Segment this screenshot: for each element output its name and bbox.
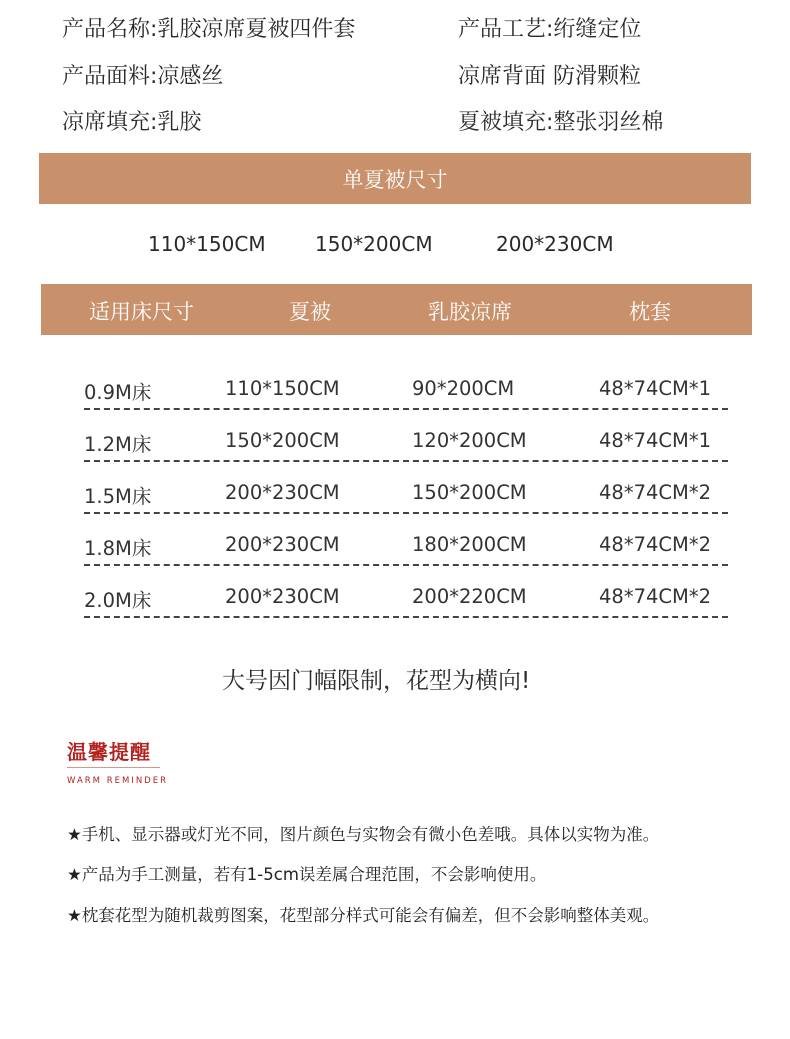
cell-quilt: 200*230CM bbox=[225, 481, 340, 504]
size-table-header bbox=[41, 284, 752, 335]
single-quilt-size-3: 200*230CM bbox=[496, 232, 614, 256]
spec-mat-fill: 凉席填充:乳胶 bbox=[62, 110, 202, 135]
cell-bed-size: 0.9M床 bbox=[84, 381, 152, 404]
cell-pillowcase: 48*74CM*2 bbox=[599, 481, 711, 504]
cell-quilt: 200*230CM bbox=[225, 585, 340, 608]
cell-pillowcase: 48*74CM*2 bbox=[599, 533, 711, 556]
cell-bed-size: 1.5M床 bbox=[84, 485, 152, 508]
table-row bbox=[84, 421, 728, 473]
table-row bbox=[84, 473, 728, 525]
single-quilt-size-banner bbox=[39, 153, 751, 204]
spec-quilt-fill: 夏被填充:整张羽丝棉 bbox=[458, 110, 664, 135]
dashed-divider bbox=[84, 408, 728, 410]
single-quilt-size-2: 150*200CM bbox=[315, 232, 433, 256]
cell-latex-mat: 90*200CM bbox=[412, 377, 515, 400]
single-quilt-size-1: 110*150CM bbox=[148, 232, 266, 256]
spec-fabric: 产品面料:凉感丝 bbox=[62, 64, 224, 89]
dashed-divider bbox=[84, 616, 728, 618]
table-row bbox=[84, 525, 728, 577]
pattern-direction-note: 大号因门幅限制，花型为横向! bbox=[222, 668, 531, 694]
header-quilt: 夏被 bbox=[289, 300, 331, 324]
dashed-divider bbox=[84, 512, 728, 514]
cell-bed-size: 1.8M床 bbox=[84, 537, 152, 560]
reminder-tip: ★产品为手工测量，若有1-5cm误差属合理范围，不会影响使用。 bbox=[67, 865, 547, 884]
table-row bbox=[84, 369, 728, 421]
spec-mat-back: 凉席背面 防滑颗粒 bbox=[458, 64, 641, 89]
cell-latex-mat: 150*200CM bbox=[412, 481, 527, 504]
cell-bed-size: 1.2M床 bbox=[84, 433, 152, 456]
reminder-subtitle: WARM REMINDER bbox=[67, 776, 168, 786]
cell-latex-mat: 120*200CM bbox=[412, 429, 527, 452]
header-pillowcase: 枕套 bbox=[629, 300, 671, 324]
cell-latex-mat: 180*200CM bbox=[412, 533, 527, 556]
cell-pillowcase: 48*74CM*2 bbox=[599, 585, 711, 608]
reminder-underline bbox=[67, 767, 160, 768]
cell-quilt: 200*230CM bbox=[225, 533, 340, 556]
spec-product-name: 产品名称:乳胶凉席夏被四件套 bbox=[62, 17, 356, 42]
cell-quilt: 150*200CM bbox=[225, 429, 340, 452]
spec-craft: 产品工艺:绗缝定位 bbox=[458, 17, 642, 42]
reminder-tip: ★手机、显示器或灯光不同，图片颜色与实物会有微小色差哦。具体以实物为准。 bbox=[67, 825, 660, 844]
header-latex-mat: 乳胶凉席 bbox=[428, 300, 512, 324]
cell-bed-size: 2.0M床 bbox=[84, 589, 152, 612]
reminder-tip: ★枕套花型为随机裁剪图案，花型部分样式可能会有偏差，但不会影响整体美观。 bbox=[67, 906, 660, 925]
dashed-divider bbox=[84, 564, 728, 566]
cell-pillowcase: 48*74CM*1 bbox=[599, 429, 711, 452]
single-quilt-size-title: 单夏被尺寸 bbox=[342, 167, 448, 192]
header-bed-size: 适用床尺寸 bbox=[89, 300, 194, 324]
cell-quilt: 110*150CM bbox=[225, 377, 340, 400]
table-row bbox=[84, 577, 728, 629]
cell-pillowcase: 48*74CM*1 bbox=[599, 377, 711, 400]
reminder-title: 温馨提醒 bbox=[67, 740, 151, 764]
dashed-divider bbox=[84, 460, 728, 462]
cell-latex-mat: 200*220CM bbox=[412, 585, 527, 608]
